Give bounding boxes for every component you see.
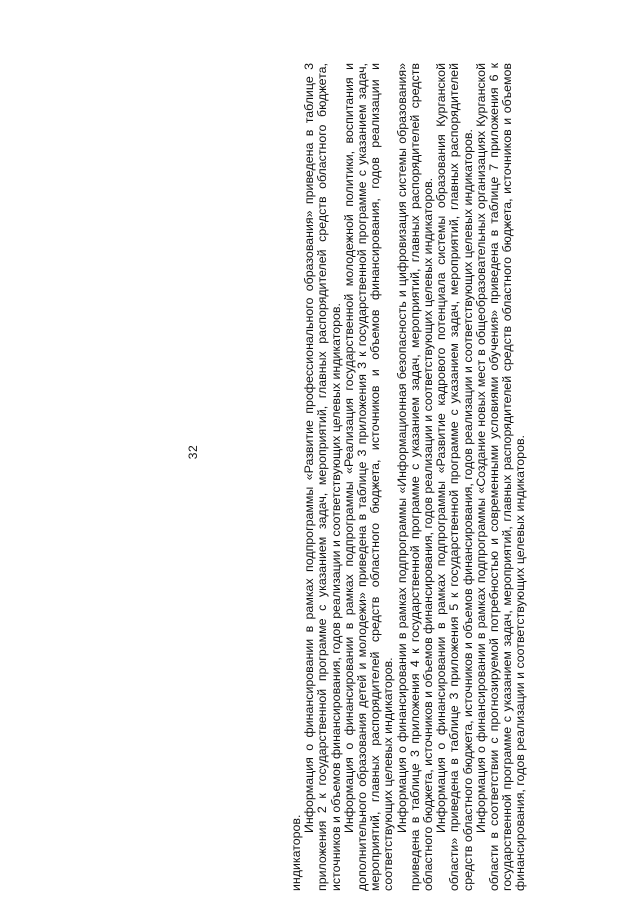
paragraph-personnel-potential: Информация о финансировании в рамках подпрограммы «Развитие кадрового потенциала системы образования Курганской области» приведена в таблице 3 приложения 5 к государственной программе с указанием задач, мероприятий, главных распорядителей средств областного бюджета, источников и объемов финансирования, годов реализации и соответствующих целевых индикаторов. [434,63,475,891]
document-body [290,63,528,891]
page-number: 32 [186,444,200,460]
rotated-document-page [20,7,620,897]
paragraph-information-security: Информация о финансировании в рамках подпрограммы «Информационная безопасность и цифровизация системы образования» приведена в таблице 3 приложения 4 к государственной программе с указанием задач, мероприятий, главных распорядителей средств областного бюджета, источников и объемов финансирования, годов реализации и соответствующих целевых индикаторов. [394,63,436,891]
paragraph-new-school-places: Информация о финансировании в рамках подпрограммы «Создание новых мест в общеобразовательных организациях Курганской области в соответствии с прогнозируемой потребностью и современными условиями обучения» приведена в таблице 7 приложения 6 к государственной программе с указанием задач, мероприятий, главных распорядителей средств областного бюджета, источников и объемов финансирования, годов реализации и соответствующих целевых индикаторов. [473,63,528,891]
paragraph-youth-policy: Информация о финансировании в рамках подпрограммы «Реализация государственной молодежной политики, воспитания и дополнительного образования детей и молодежи» приведена в таблице 3 приложения 3 к государственной программе с указанием задач, мероприятий, главных распорядителей средств областного бюджета, источников и объемов финансирования, годов реализации и соответствующих целевых индикаторов. [341,63,396,891]
paragraph-professional-education: Информация о финансировании в рамках подпрограммы «Развитие профессионального образования» приведена в таблице 3 приложения 2 к государственной программе с указанием задач, мероприятий, главных распорядителей средств областного бюджета, источников и объемов финансирования, годов реализации и соответствующих целевых индикаторов. [302,63,343,891]
paragraph-continuation: индикаторов. [289,814,303,891]
